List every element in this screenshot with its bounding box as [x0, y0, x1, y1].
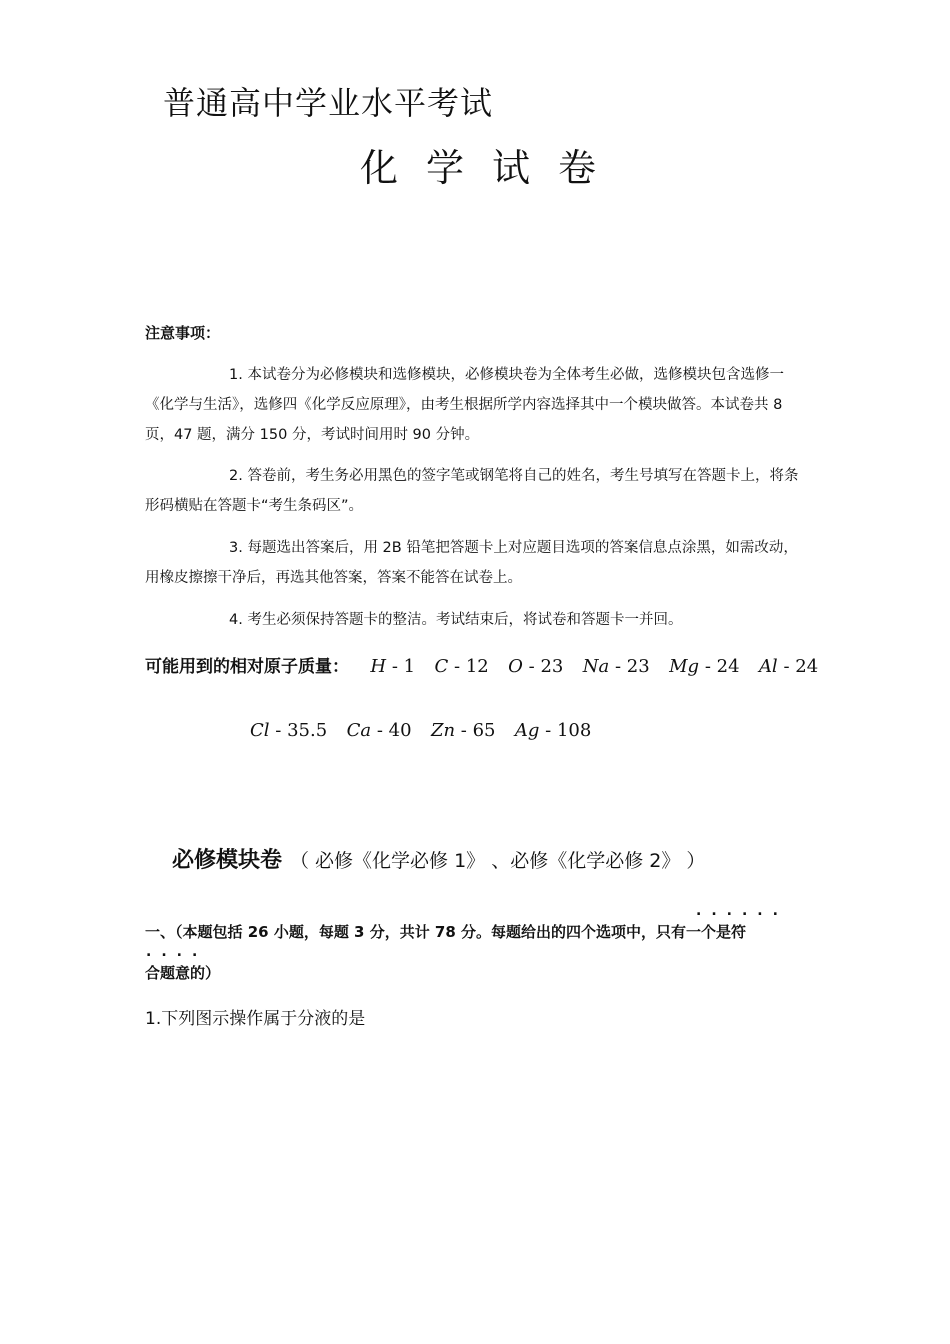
- notice-heading: 注意事项：: [145, 324, 221, 342]
- element-al: Al - 24: [758, 656, 819, 677]
- subject-title: 化学试卷: [360, 146, 625, 190]
- element-ca: Ca - 40: [346, 720, 412, 741]
- emphasis-dots: ......: [696, 903, 788, 919]
- notice-item-1: 1. 本试卷分为必修模块和选修模块，必修模块卷为全体考生必做，选修模块包含选修一《化学与生活》，选修四《化学反应原理》，由考生根据所学内容选择其中一个模块做答。本试卷共 8 页，47 题，满分 150 分，考试时间用时 90 分钟。: [145, 367, 784, 443]
- atomic-mass-row-1: [145, 652, 832, 677]
- element-mg: Mg - 24: [669, 656, 740, 677]
- notice-item-3: 3. 每题选出答案后，用 2B 铅笔把答题卡上对应题目选项的答案信息点涂黑，如需改动，用橡皮擦擦干净后，再选其他答案，答案不能答在试卷上。: [145, 540, 798, 586]
- module-subtitle: （ 必修《化学必修 1》 、必修《化学必修 2》 ）: [290, 850, 706, 872]
- notice-item-4: 4. 考生必须保持答题卡的整洁。考试结束后，将试卷和答题卡一并回。: [229, 612, 683, 628]
- element-na: Na - 23: [582, 656, 650, 677]
- notice-item-2: 2. 答卷前，考生务必用黑色的签字笔或钢笔将自己的姓名，考生号填写在答题卡上，将条形码横贴在答题卡“考生条码区”。: [145, 468, 799, 514]
- exam-title: 普通高中学业水平考试: [163, 84, 494, 122]
- element-h: H - 1: [370, 656, 416, 677]
- element-o: O - 23: [508, 656, 564, 677]
- question-1: 1.下列图示操作属于分液的是: [145, 1009, 366, 1029]
- element-zn: Zn - 65: [430, 720, 496, 741]
- module-title: 必修模块卷 （ 必修《化学必修 1》 、必修《化学必修 2》 ）: [172, 848, 706, 873]
- atomic-mass-row-2: [250, 720, 605, 741]
- element-ag: Ag - 108: [514, 720, 592, 741]
- atomic-mass-label: 可能用到的相对原子质量：: [145, 657, 349, 677]
- section-instructions-line-2: 合题意的）: [145, 964, 221, 982]
- element-c: C - 12: [434, 656, 489, 677]
- section-instructions-line-1: 一、（本题包括 26 小题，每题 3 分，共计 78 分。每题给出的四个选项中，只有一个是符: [145, 923, 747, 941]
- element-cl: Cl - 35.5: [250, 720, 328, 741]
- emphasis-dots: ....: [146, 944, 208, 960]
